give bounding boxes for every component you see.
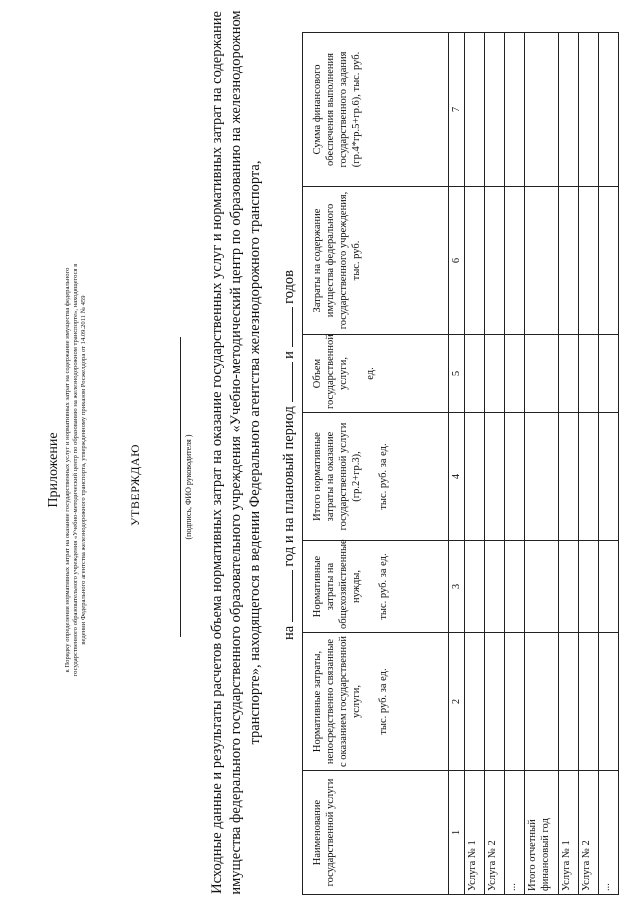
appendix-note: к Порядку определения нормативных затрат на оказание государственных услуг и нормативных затрат на содержание имущества федерального государственного образовательного учреждения «Учебно-методический центр по образованию на железнодорожном транспорте», находящегося в ведении Федерального агентства железнодорожного транспорта, утвержденному приказом Росжелдора от 14.09.2011 № 459 (64, 263, 87, 677)
row-label: Услуга № 1 (559, 771, 579, 895)
approval-heading: УТВЕРЖДАЮ (128, 444, 142, 526)
table-row (579, 33, 599, 895)
table-row (465, 33, 485, 895)
appendix-header (46, 255, 88, 685)
col-header-volume: Объем государственной услуги, ед. (303, 335, 449, 413)
col-number: 6 (449, 187, 465, 335)
cost-table (302, 32, 619, 895)
document-title: Исходные данные и результаты расчетов объема нормативных затрат на оказание государственных услуг и нормативных затрат на содержание имущества федерального государственного образовательного учреждения «Учебно-методический центр по образованию на железнодорожном транспорте», находящегося в ведении Федерального агентства железнодорожного транспорта, (209, 10, 263, 895)
period-prefix: на (281, 625, 297, 641)
year-blank (278, 570, 293, 622)
table-row (525, 33, 559, 895)
col-header-property-costs: Затраты на содержание имущества федерального государственного учреждения, тыс. руб. (303, 187, 449, 335)
period-and: и (281, 351, 297, 359)
col-number: 4 (449, 413, 465, 541)
period-middle: год и на плановый период (281, 406, 297, 567)
row-label: Услуга № 1 (465, 771, 485, 895)
row-label: Итого отчетный финансовый год (525, 771, 559, 895)
col-number: 2 (449, 633, 465, 771)
row-label: ... (599, 771, 619, 895)
table-row (485, 33, 505, 895)
period-suffix: годов (281, 269, 297, 304)
table-row (599, 33, 619, 895)
plan-year-blank-1 (278, 363, 293, 403)
col-number: 5 (449, 335, 465, 413)
row-label: Услуга № 2 (579, 771, 599, 895)
col-number: 1 (449, 771, 465, 895)
plan-year-blank-2 (278, 307, 293, 347)
col-header-funding-sum: Сумма финансового обеспечения выполнения государственного задания (гр.4*гр.5+гр.6), тыс. руб. (303, 33, 449, 187)
col-header-service: Наименование государственной услуги (303, 771, 449, 895)
row-label: Услуга № 2 (485, 771, 505, 895)
signature-caption: (подпись, ФИО руководителя ) (184, 434, 193, 540)
column-number-row (449, 33, 465, 895)
appendix-title: Приложение (46, 432, 61, 508)
col-number: 7 (449, 33, 465, 187)
col-number: 3 (449, 541, 465, 633)
col-header-general-costs: Нормативные затраты на общехозяйственные нужды, тыс. руб. за ед. (303, 541, 449, 633)
table-header-row (303, 33, 449, 895)
table-row (559, 33, 579, 895)
row-label: ... (505, 771, 525, 895)
col-header-direct-costs: Нормативные затраты, непосредственно связанные с оказанием государственной услуги, тыс. руб. за ед. (303, 633, 449, 771)
table-row (505, 33, 525, 895)
col-header-total-costs: Итого нормативные затраты на оказание государственной услуги (гр.2+гр.3), тыс. руб. за ед. (303, 413, 449, 541)
period-line (278, 155, 298, 755)
signature-line (162, 337, 181, 637)
